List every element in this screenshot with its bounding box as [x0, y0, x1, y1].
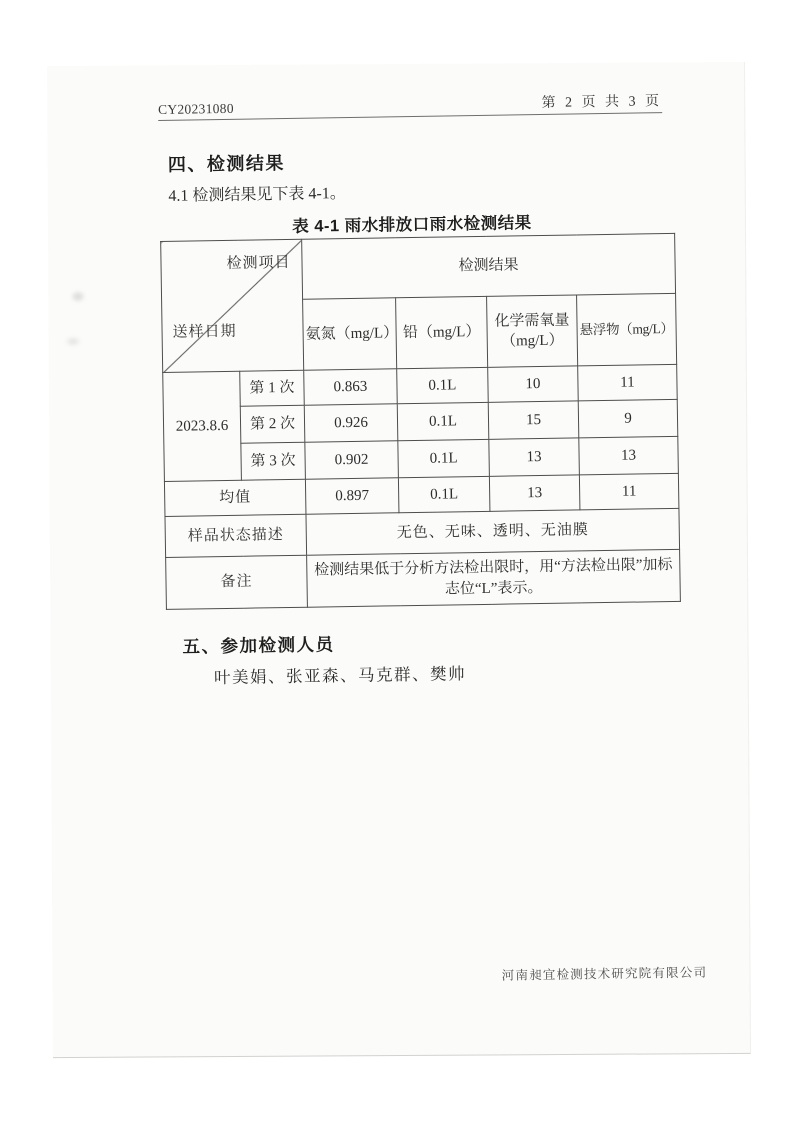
- value-cell: 13: [489, 438, 580, 476]
- value-cell: 0.1L: [397, 367, 489, 403]
- value-cell: 11: [578, 364, 678, 401]
- section-4-intro: 4.1 检测结果见下表 4-1。: [168, 185, 346, 205]
- personnel-names: 叶美娟、张亚森、马克群、樊帅: [213, 664, 467, 688]
- diagonal-label-test-items: 检测项目: [226, 254, 291, 272]
- value-cell: 0.1L: [398, 439, 490, 477]
- col-header-cod: 化学需氧量（mg/L）: [487, 295, 578, 367]
- col-header-ammonia-nitrogen: 氨氮（mg/L）: [303, 298, 397, 370]
- trial-label: 第 1 次: [240, 370, 305, 406]
- remark-value: 检测结果低于分析方法检出限时，用“方法检出限”加标志位“L”表示。: [307, 549, 681, 607]
- value-cell: 0.1L: [397, 402, 489, 440]
- value-cell: 10: [488, 366, 579, 402]
- report-number: CY20231080: [157, 100, 234, 117]
- sample-state-label: 样品状态描述: [165, 514, 307, 557]
- sample-date-cell: 2023.8.6: [163, 371, 242, 481]
- company-name: 河南昶宜检测技术研究院有限公司: [501, 965, 708, 983]
- diagonal-header-cell: [161, 239, 304, 372]
- value-cell: 0.926: [304, 404, 398, 442]
- mean-label: 均值: [164, 479, 306, 516]
- value-cell: 13: [489, 475, 580, 511]
- table-title: 表 4-1 雨水排放口雨水检测结果: [292, 214, 532, 236]
- value-cell: 0.863: [304, 369, 398, 405]
- remark-label: 备注: [166, 555, 308, 609]
- value-cell: 9: [578, 399, 678, 438]
- section-5-heading: 五、参加检测人员: [182, 634, 335, 657]
- value-cell: 0.902: [305, 441, 399, 479]
- remark-row: [166, 549, 681, 609]
- diagonal-label-sample-date: 送样日期: [172, 323, 237, 341]
- value-cell: 11: [579, 473, 679, 510]
- sample-state-value: 无色、无味、透明、无油膜: [306, 508, 680, 555]
- table-header-row-1: [161, 233, 676, 301]
- col-header-suspended-solids: 悬浮物（mg/L）: [577, 293, 677, 366]
- value-cell: 15: [488, 401, 579, 439]
- col-header-lead: 铅（mg/L）: [396, 296, 488, 368]
- value-cell: 0.897: [305, 478, 399, 514]
- trial-label: 第 2 次: [240, 405, 305, 443]
- value-cell: 0.1L: [398, 476, 490, 512]
- results-table: [160, 233, 681, 610]
- page-header: [158, 90, 662, 121]
- page-indicator: 第 2 页 共 3 页: [541, 94, 663, 111]
- trial-label: 第 3 次: [241, 442, 306, 480]
- section-4-heading: 四、检测结果: [167, 153, 286, 175]
- results-header-cell: 检测结果: [302, 233, 676, 299]
- value-cell: 13: [579, 436, 679, 475]
